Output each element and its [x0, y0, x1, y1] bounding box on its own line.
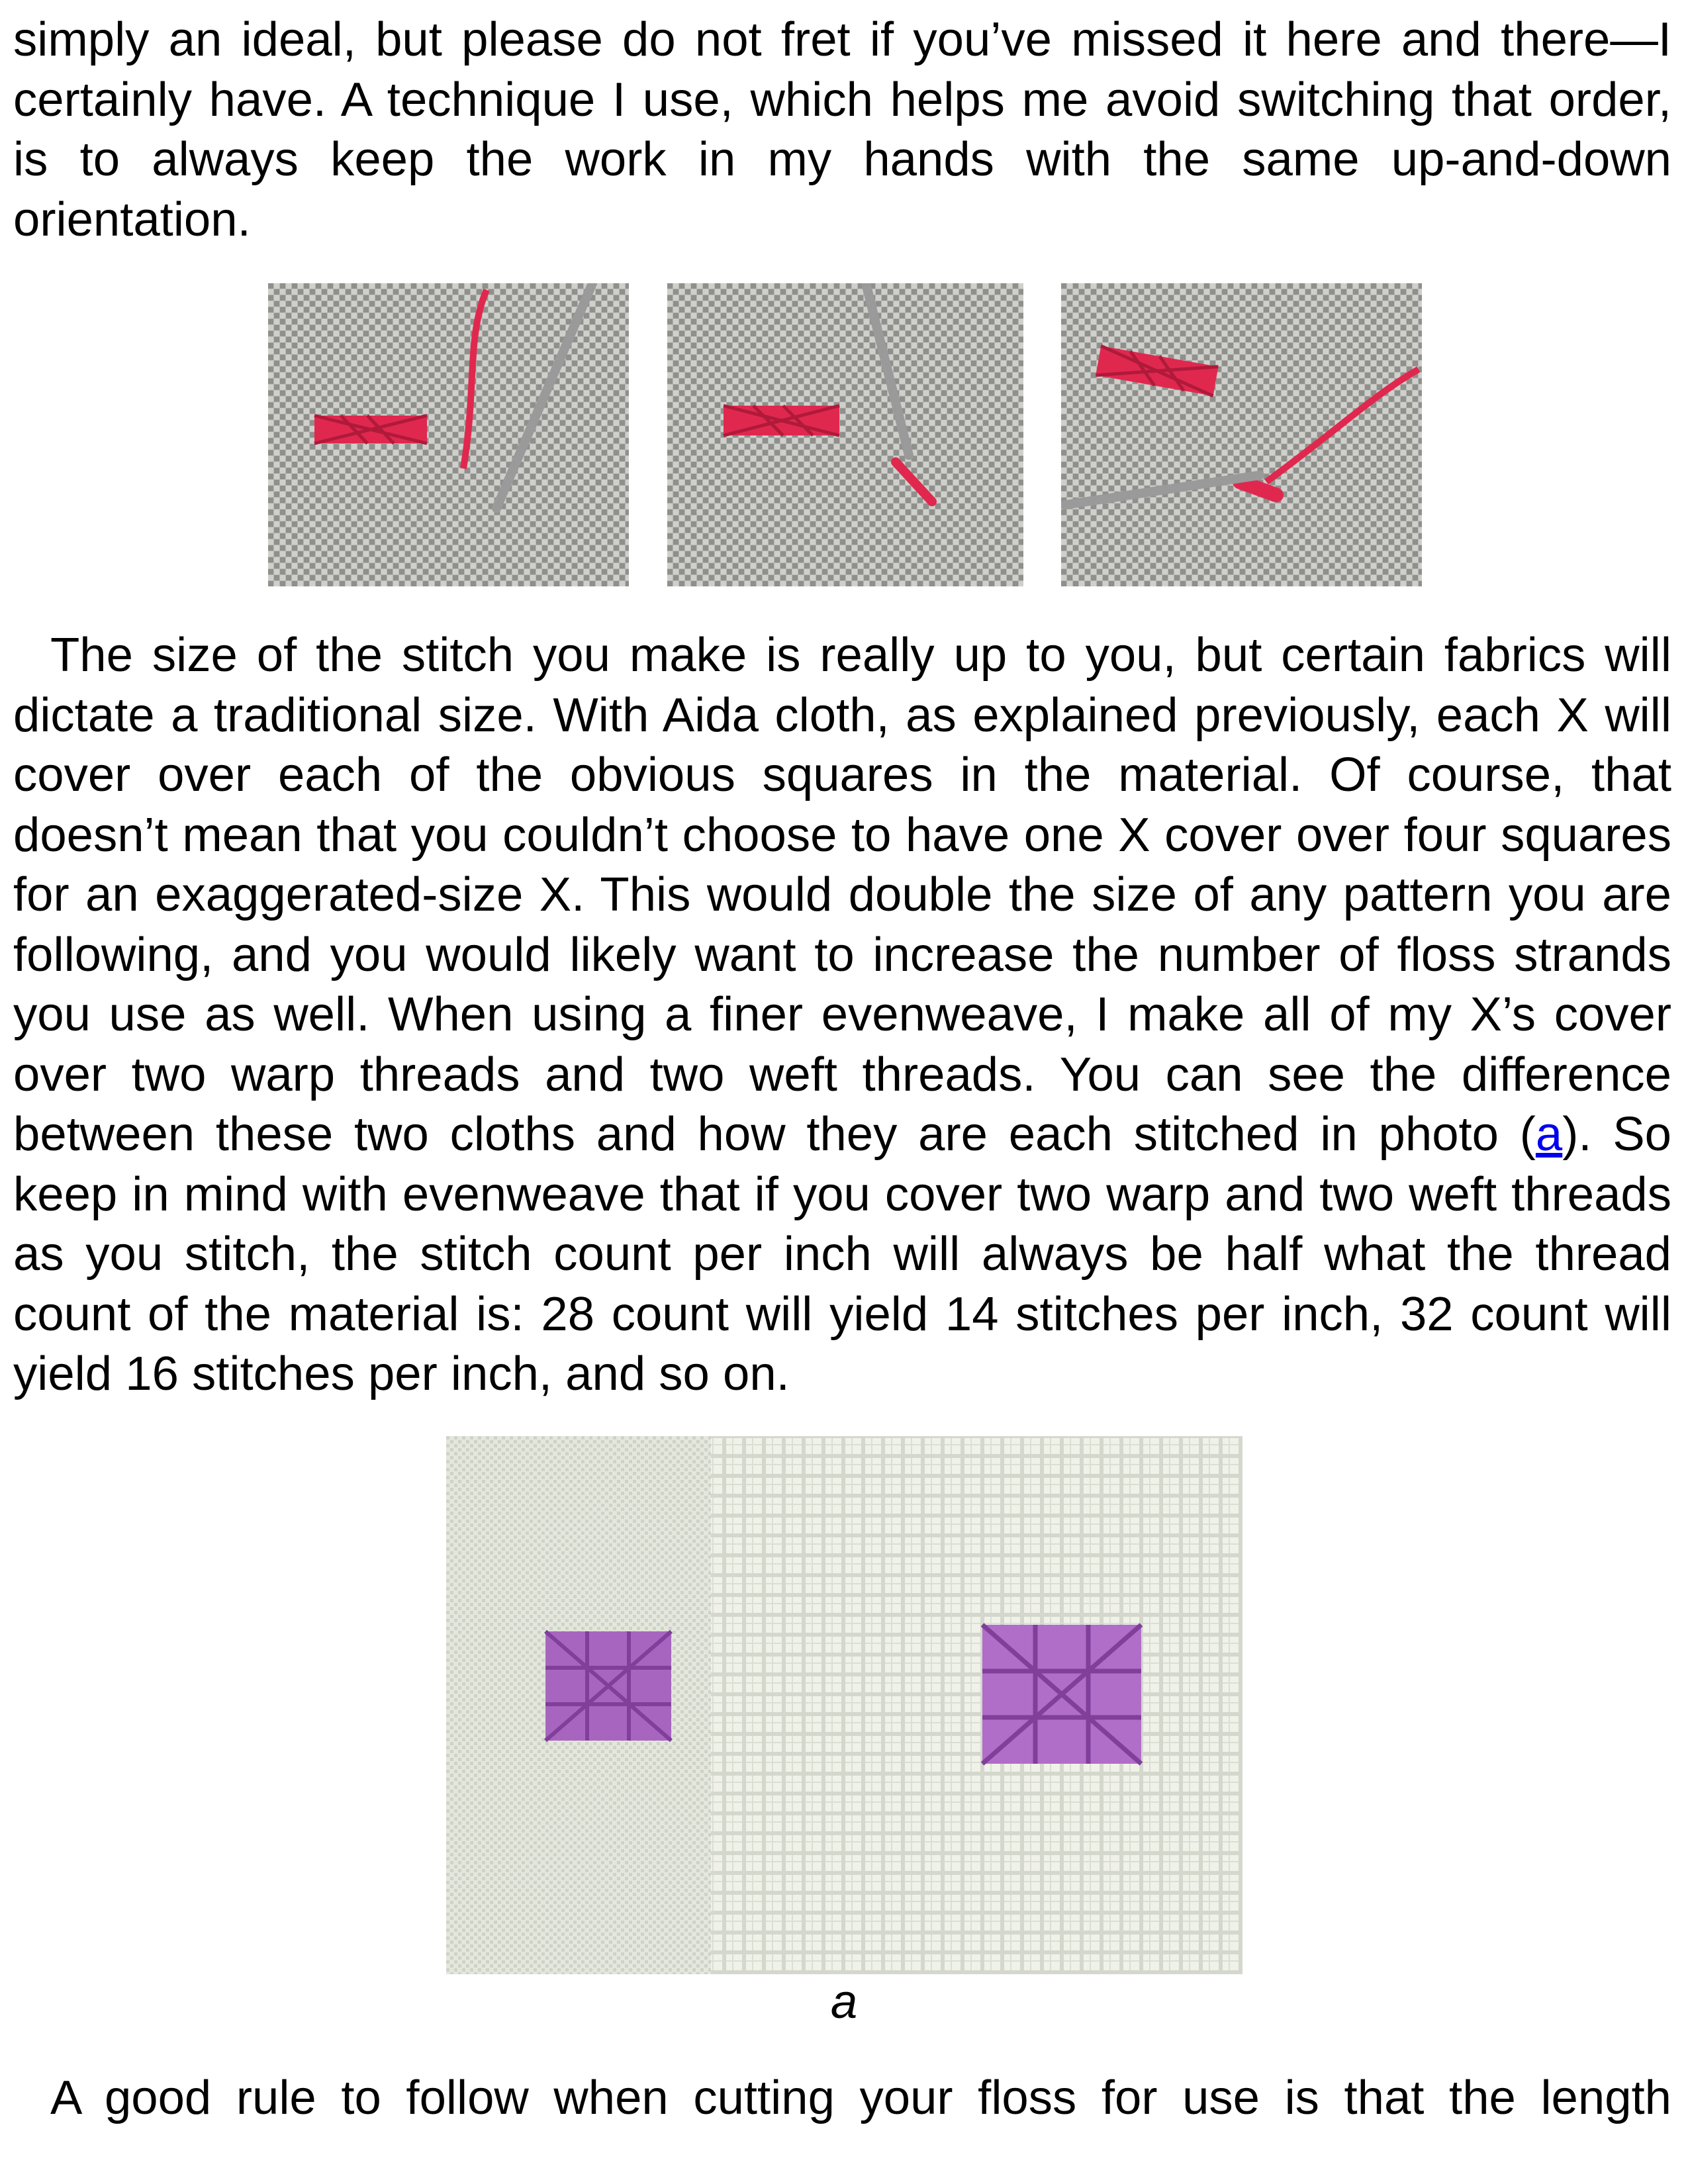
- red-stitches: [724, 406, 839, 435]
- photo-a-caption: a: [830, 1975, 858, 2028]
- stitch-step-photo-2: [667, 283, 1023, 586]
- paragraph-3: A good rule to follow when cutting your floss for use is that the length: [50, 2071, 1671, 2124]
- paragraph-2-text-start: The size of the stitch you make is really up to you, but certain fabrics will dictate a traditional size. With Aida cloth, as explained previously, each X will cover over each of the obvious squares in the material. Of course, that doesn’t mean that you couldn’t choose to have one X cover over four squares for an exaggerated-size X. This would double the size of any pattern you are following, and you would likely want to increase the number of floss strands you use as well. When using a finer evenweave, I make all of my X’s cover over two warp threads and two weft threads. You can see the difference between these two cloths and how they are each stitched in photo (: [13, 628, 1671, 1161]
- paragraph-2-text-end: ). So keep in mind with evenweave that if you cover two warp and two weft threads as you stitch, the stitch count per inch will always be half what the thread count of the material is: 28 count will yield 14 stitches per inch, 32 count will yield 16 stitches per inch, and so on.: [13, 1107, 1671, 1400]
- stitch-step-photo-3: [1061, 283, 1422, 586]
- paragraph-1: simply an ideal, but please do not fret if you’ve missed it here and there—I certainly have. A technique I use, which helps me avoid switching that order, is to always keep the work in my hands with the same up-and-down orientation.: [13, 13, 1671, 246]
- photo-a-link[interactable]: a: [1535, 1107, 1563, 1161]
- purple-stitches-evenweave: [545, 1631, 671, 1741]
- stitch-step-photo-1: [268, 283, 629, 586]
- paragraph-2: [13, 625, 1671, 1404]
- photo-a-aida-vs-evenweave: [446, 1436, 1243, 1974]
- purple-stitches-aida: [982, 1625, 1141, 1764]
- red-stitches: [314, 416, 427, 443]
